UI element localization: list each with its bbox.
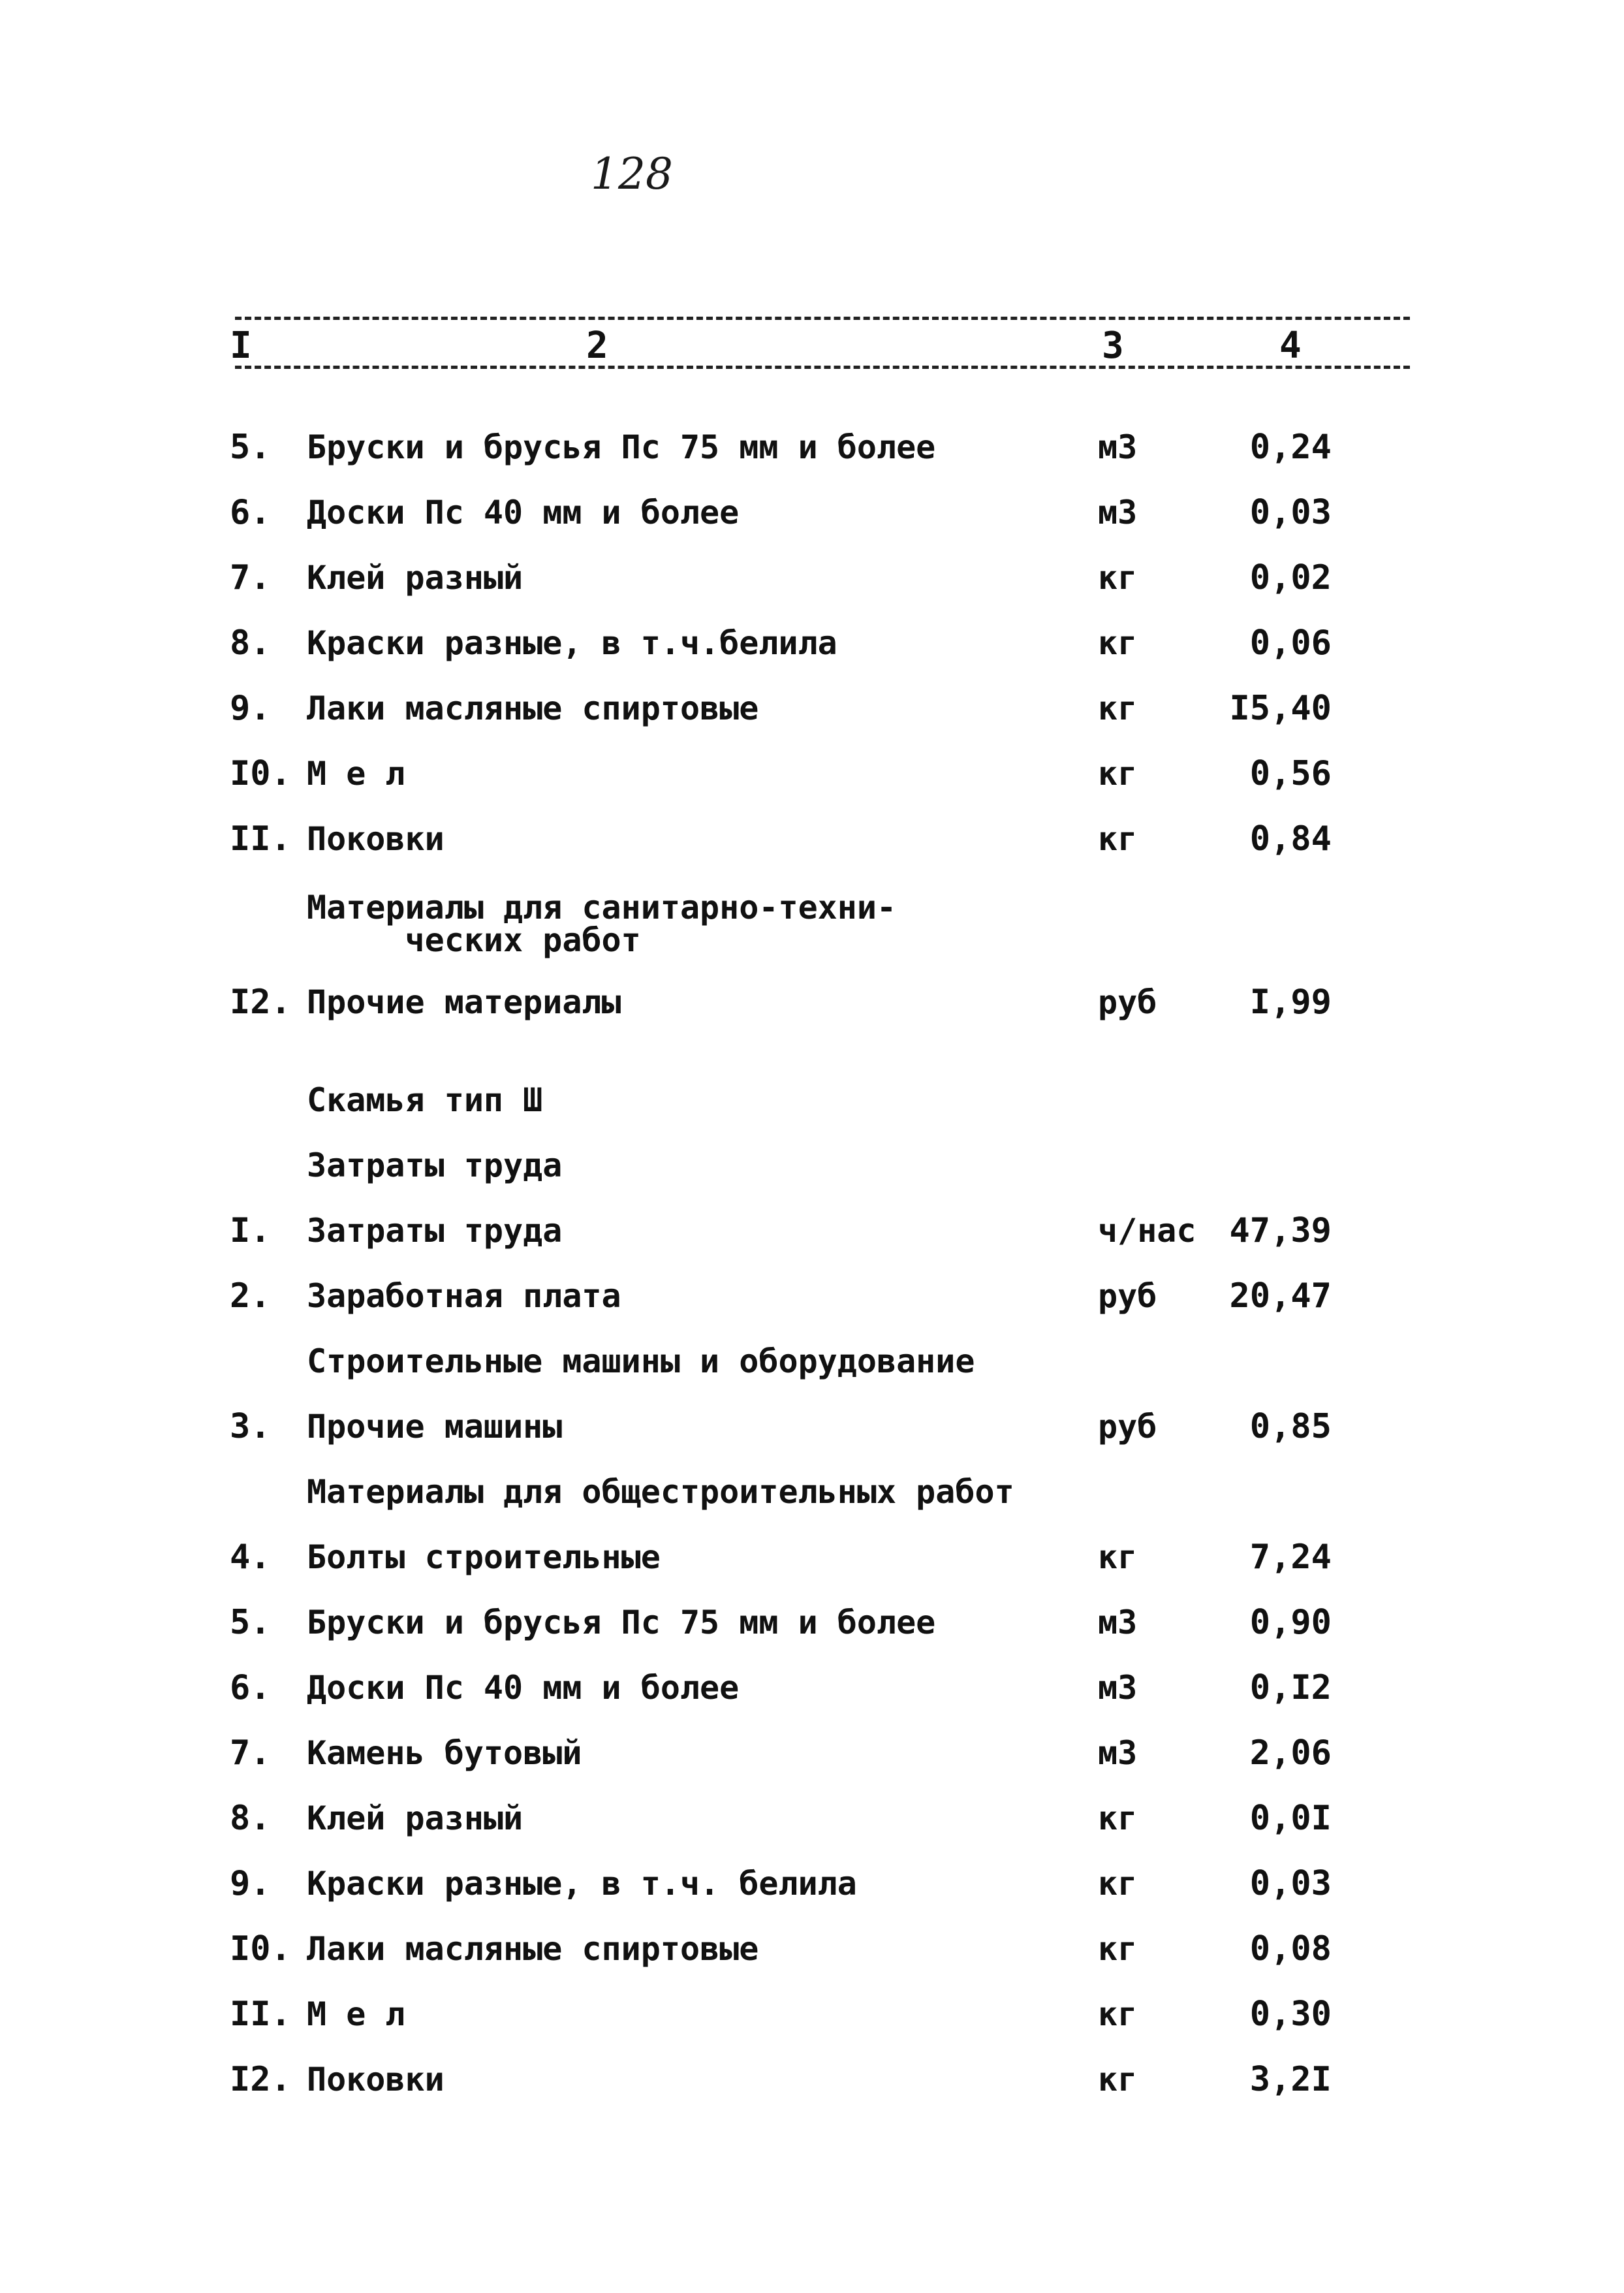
row-unit: кг [1098, 1538, 1138, 1576]
row-unit: кг [1098, 1865, 1138, 1903]
row-name: Лаки масляные спиртовые [307, 1930, 759, 1968]
table-row [0, 1662, 1624, 1714]
bench-title: Скамья тип Ш [307, 1081, 543, 1119]
row-unit: кг [1098, 689, 1138, 727]
row-value: 0,30 [1249, 1995, 1332, 2034]
row-name: М е л [307, 755, 405, 793]
row-unit: кг [1098, 2061, 1138, 2098]
section-heading: Материалы для общестроительных работ [307, 1473, 1014, 1511]
row-unit: руб [1098, 983, 1157, 1021]
header-divider-bottom [235, 366, 1410, 369]
row-unit: кг [1098, 1995, 1138, 2033]
table-row [0, 1988, 1624, 2040]
row-unit: руб [1098, 1277, 1157, 1315]
row-unit: ч/нас [1098, 1212, 1196, 1250]
row-name: Клей разный [307, 559, 523, 597]
row-name: Камень бутовый [307, 1734, 582, 1772]
row-name: Краски разные, в т.ч. белила [307, 1865, 857, 1903]
table-row [0, 1792, 1624, 1844]
table-row [0, 1531, 1624, 1583]
section-heading: Материалы для санитарно-техни- ческих работ [307, 889, 897, 959]
column-header-4: 4 [1279, 324, 1302, 367]
column-header-2: 2 [586, 324, 608, 367]
row-unit: кг [1098, 1799, 1138, 1837]
row-value: 47,39 [1229, 1211, 1332, 1250]
row-value: I,99 [1249, 983, 1332, 1022]
row-unit: кг [1098, 559, 1138, 597]
row-value: I5,40 [1229, 689, 1332, 728]
row-name: Поковки [307, 2061, 445, 2098]
row-number: I2. [230, 2060, 291, 2099]
row-name: Доски Пс 40 мм и более [307, 494, 740, 531]
row-number: I0. [230, 1929, 291, 1969]
row-unit: м3 [1098, 1604, 1138, 1641]
row-unit: м3 [1098, 1734, 1138, 1772]
table-row [0, 1205, 1624, 1257]
row-name: Краски разные, в т.ч.белила [307, 624, 837, 662]
row-value: 0,90 [1249, 1603, 1332, 1642]
row-number: 9. [230, 689, 271, 728]
row-value: 0,85 [1249, 1407, 1332, 1446]
page-number: 128 [591, 149, 673, 199]
row-name: Прочие материалы [307, 983, 621, 1021]
row-number: 6. [230, 1668, 271, 1707]
row-value: 0,03 [1249, 493, 1332, 532]
row-number: 5. [230, 1603, 271, 1642]
column-header-3: 3 [1102, 324, 1124, 367]
column-header-1: I [230, 324, 252, 367]
row-value: 0,56 [1249, 754, 1332, 793]
row-value: 0,06 [1249, 624, 1332, 663]
row-name: М е л [307, 1995, 405, 2033]
row-unit: кг [1098, 820, 1138, 858]
row-number: 7. [230, 1733, 271, 1773]
row-value: 0,03 [1249, 1864, 1332, 1903]
row-name: Клей разный [307, 1799, 523, 1837]
table-row [0, 976, 1624, 1028]
table-row [0, 1596, 1624, 1649]
row-name: Затраты труда [307, 1212, 563, 1250]
row-unit: руб [1098, 1408, 1157, 1446]
table-row [0, 2053, 1624, 2106]
row-value: 7,24 [1249, 1538, 1332, 1577]
row-value: 20,47 [1229, 1276, 1332, 1316]
table-row [0, 552, 1624, 604]
table-row [0, 421, 1624, 473]
row-unit: м3 [1098, 494, 1138, 531]
row-number: 9. [230, 1864, 271, 1903]
row-value: 0,24 [1249, 428, 1332, 467]
row-value: 3,2I [1249, 2060, 1332, 2099]
row-number: 2. [230, 1276, 271, 1316]
table-row [0, 813, 1624, 865]
table-row [0, 486, 1624, 539]
section-heading: Затраты труда [307, 1146, 563, 1184]
row-unit: кг [1098, 624, 1138, 662]
row-name: Доски Пс 40 мм и более [307, 1669, 740, 1707]
row-unit: м3 [1098, 428, 1138, 466]
row-name: Заработная плата [307, 1277, 621, 1315]
header-divider-top [235, 317, 1410, 320]
row-name: Лаки масляные спиртовые [307, 689, 759, 727]
row-unit: м3 [1098, 1669, 1138, 1707]
row-value: 0,02 [1249, 558, 1332, 597]
row-number: 4. [230, 1538, 271, 1577]
row-value: 2,06 [1249, 1733, 1332, 1773]
table-row [0, 1400, 1624, 1453]
row-name: Прочие машины [307, 1408, 563, 1446]
row-number: 5. [230, 428, 271, 467]
table-row [0, 682, 1624, 735]
row-number: 3. [230, 1407, 271, 1446]
row-unit: кг [1098, 1930, 1138, 1968]
row-number: I0. [230, 754, 291, 793]
row-value: 0,08 [1249, 1929, 1332, 1969]
table-row [0, 1270, 1624, 1322]
row-number: II. [230, 819, 291, 859]
row-number: 7. [230, 558, 271, 597]
row-value: 0,I2 [1249, 1668, 1332, 1707]
row-number: 8. [230, 1799, 271, 1838]
row-name: Бруски и брусья Пс 75 мм и более [307, 428, 936, 466]
row-number: II. [230, 1995, 291, 2034]
row-name: Бруски и брусья Пс 75 мм и более [307, 1604, 936, 1641]
row-name: Поковки [307, 820, 445, 858]
table-row [0, 617, 1624, 669]
table-row [0, 748, 1624, 800]
table-row [0, 1923, 1624, 1975]
row-name: Болты строительные [307, 1538, 661, 1576]
row-number: I2. [230, 983, 291, 1022]
row-number: I. [230, 1211, 271, 1250]
row-value: 0,0I [1249, 1799, 1332, 1838]
table-row [0, 1727, 1624, 1779]
row-value: 0,84 [1249, 819, 1332, 859]
row-number: 8. [230, 624, 271, 663]
table-row [0, 1858, 1624, 1910]
row-unit: кг [1098, 755, 1138, 793]
row-number: 6. [230, 493, 271, 532]
section-heading: Строительные машины и оборудование [307, 1342, 975, 1380]
